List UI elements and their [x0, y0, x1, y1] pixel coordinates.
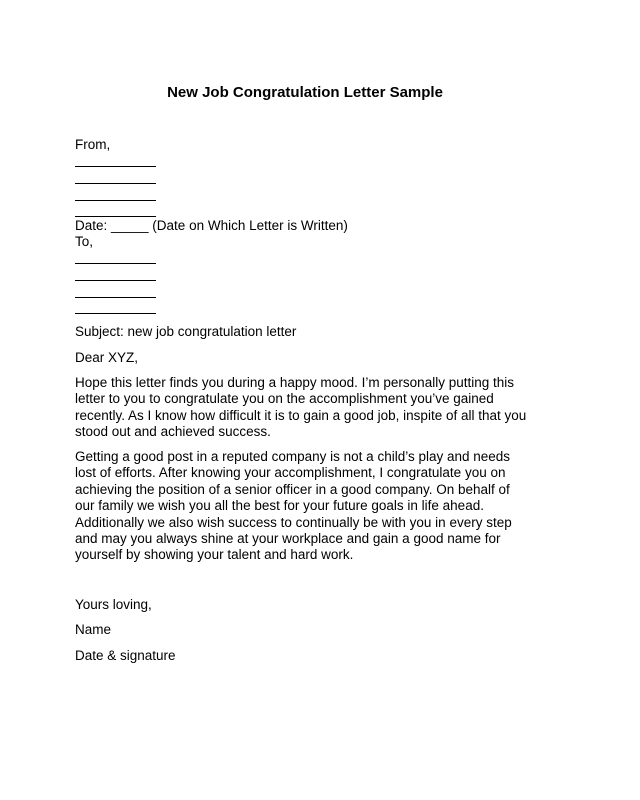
paragraph-1-line: Hope this letter finds you during a happy mood. I’m personally putting this [75, 375, 514, 390]
to-blank-line-3 [75, 297, 156, 298]
to-blank-line-1 [75, 263, 156, 264]
paragraph-2-line: and may you always shine at your workplace and gain a good name for [75, 531, 501, 547]
paragraph-2-line: Getting a good post in a reputed company is not a child’s play and needs [75, 449, 511, 464]
paragraph-2 [75, 449, 575, 564]
to-blank-line-4 [75, 313, 156, 314]
paragraph-1-line: letter to you to congratulate you on the accomplishment you’ve gained [75, 391, 494, 407]
paragraph-2-line: Additionally we also wish success to continually be with you in every step [75, 514, 512, 530]
paragraph-2-line: yourself by showing your talent and hard work. [75, 547, 354, 563]
signer-name: Name [75, 622, 112, 637]
paragraph-1-line: recently. As I know how difficult it is to gain a good job, inspite of all that you [75, 407, 527, 423]
to-label: To, [75, 234, 94, 249]
from-blank-line-1 [75, 166, 156, 167]
subject-line: Subject: new job congratulation letter [75, 324, 297, 339]
paragraph-1-line: stood out and achieved success. [75, 424, 271, 440]
date-signature: Date & signature [75, 648, 176, 663]
closing: Yours loving, [75, 597, 152, 612]
date-line: Date: _____ (Date on Which Letter is Written) [75, 218, 348, 233]
paragraph-2-line: our family we wish you all the best for your future goals in life ahead. [75, 498, 484, 514]
page-title: New Job Congratulation Letter Sample [167, 84, 443, 101]
paragraph-1 [75, 375, 575, 441]
to-blank-line-2 [75, 280, 156, 281]
from-blank-line-2 [75, 183, 156, 184]
from-label: From, [75, 137, 111, 152]
paragraph-2-line: lost of efforts. After knowing your accomplishment, I congratulate you on [75, 465, 506, 481]
from-blank-line-3 [75, 200, 156, 201]
salutation: Dear XYZ, [75, 350, 139, 365]
paragraph-2-line: achieving the position of a senior officer in a good company. On behalf of [75, 481, 510, 497]
from-blank-line-4 [75, 216, 156, 217]
